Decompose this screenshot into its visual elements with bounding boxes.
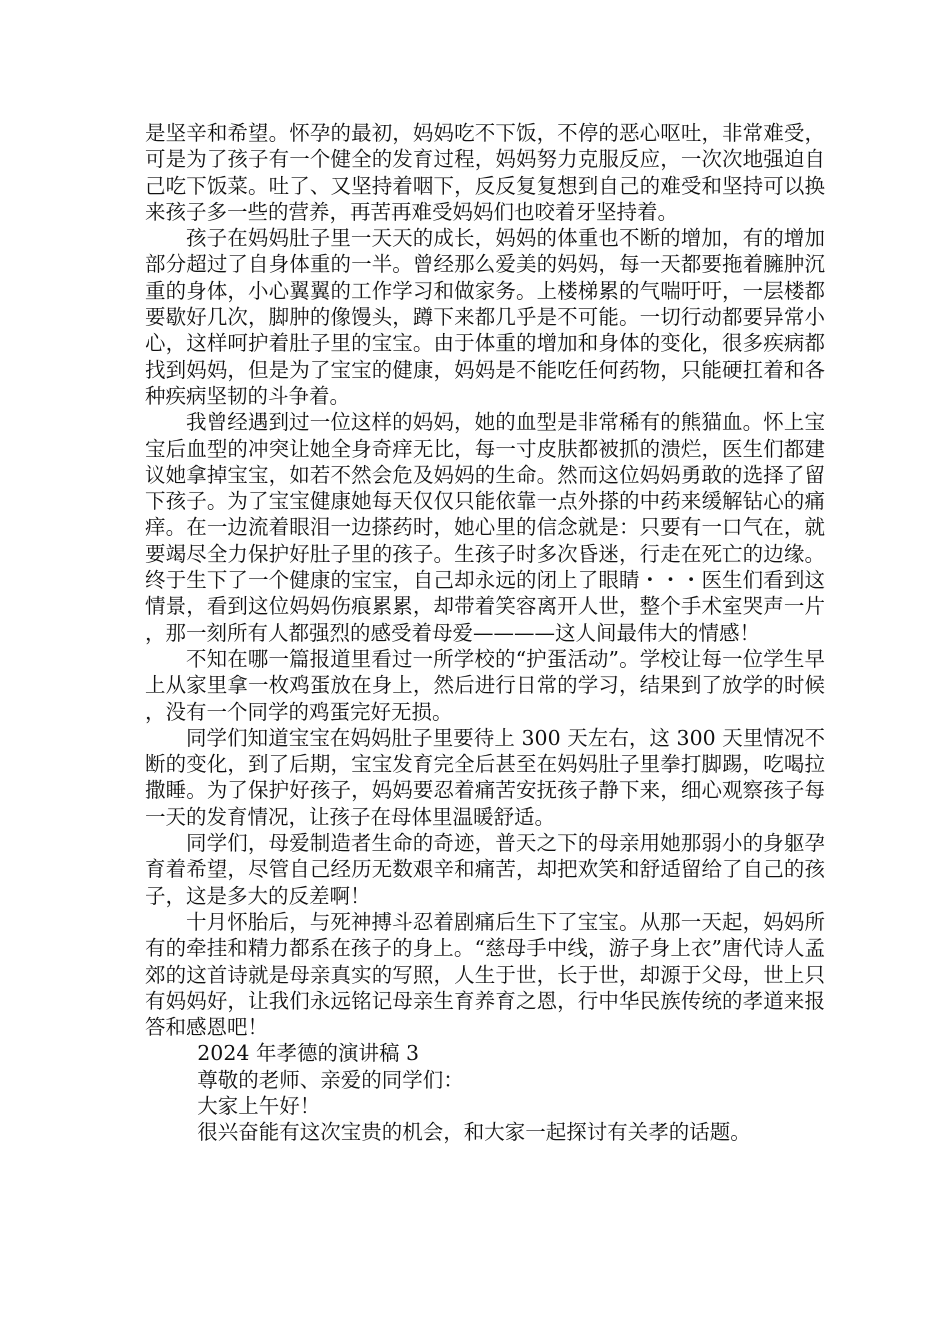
paragraph-4: 不知在哪一篇报道里看过一所学校的“护蛋活动”。学校让每一位学生早上从家里拿一枚鸡蛋放在身上，然后进行日常的学习，结果到了放学的时候，没有一个同学的鸡蛋完好无损。 — [145, 646, 825, 724]
salutation: 尊敬的老师、亲爱的同学们： — [197, 1067, 464, 1092]
paragraph-6: 同学们，母爱制造者生命的奇迹，普天之下的母亲用她那弱小的身躯孕育着希望，尽管自己经历无数艰辛和痛苦，却把欢笑和舒适留给了自己的孩子，这是多大的反差啊！ — [145, 831, 825, 908]
paragraph-1: 是坚辛和希望。怀孕的最初，妈妈吃不下饭，不停的恶心呕吐，非常难受，可是为了孩子有一个健全的发育过程，妈妈努力克服反应，一次次地强迫自己吃下饭菜。吐了、又坚持着咽下，反反复复想到自己的难受和坚持可以换来孩子多一些的营养，再苦再难受妈妈们也咬着牙坚持着。 — [145, 121, 825, 224]
paragraph-3: 我曾经遇到过一位这样的妈妈，她的血型是非常稀有的熊猫血。怀上宝宝后血型的冲突让她全身奇痒无比，每一寸皮肤都被抓的溃烂，医生们都建议她拿掉宝宝，如若不然会危及妈妈的生命。然而这位妈妈勇敢的选择了留下孩子。为了宝宝健康她每天仅仅只能依靠一点外搽的中药来缓解钻心的痛痒。在一边流着眼泪一边搽药时，她心里的信念就是：只要有一口气在，就要竭尽全力保护好肚子里的孩子。生孩子时多次昏迷，行走在死亡的边缘。终于生下了一个健康的宝宝，自己却永远的闭上了眼睛・・・医生们看到这情景，看到这位妈妈伤痕累累，却带着笑容离开人世，整个手术室哭声一片，那一刻所有人都强烈的感受着母爱————这人间最伟大的情感！ — [145, 410, 825, 645]
document-body — [145, 120, 825, 1146]
opening-line: 很兴奋能有这次宝贵的机会，和大家一起探讨有关孝的话题。 — [197, 1120, 751, 1145]
paragraph-2: 孩子在妈妈肚子里一天天的成长，妈妈的体重也不断的增加，有的增加部分超过了自身体重的一半。曾经那么爱美的妈妈，每一天都要拖着臃肿沉重的身体，小心翼翼的工作学习和做家务。上楼梯累的气喘吁吁，一层楼都要歇好几次，脚肿的像馒头，蹲下来都几乎是不可能。一切行动都要异常小心，这样呵护着肚子里的宝宝。由于体重的增加和身体的变化，很多疾病都找到妈妈，但是为了宝宝的健康，妈妈是不能吃任何药物，只能硬扛着和各种疾病坚韧的斗争着。 — [145, 226, 825, 408]
speech-heading: 2024 年孝德的演讲稿 3 — [197, 1041, 420, 1066]
greeting: 大家上午好！ — [197, 1093, 321, 1118]
paragraph-5: 同学们知道宝宝在妈妈肚子里要待上 300 天左右，这 300 天里情况不断的变化，到了后期，宝宝发育完全后甚至在妈妈肚子里拳打脚踢，吃喝拉撒睡。为了保护好孩子，妈妈要忍着痛苦安抚孩子静下来，细心观察孩子每一天的发育情况，让孩子在母体里温暖舒适。 — [145, 725, 825, 829]
paragraph-7: 十月怀胎后，与死神搏斗忍着剧痛后生下了宝宝。从那一天起，妈妈所有的牵挂和精力都系在孩子的身上。“慈母手中线，游子身上衣”唐代诗人孟郊的这首诗就是母亲真实的写照，人生于世，长于世，却源于父母，世上只有妈妈好，让我们永远铭记母亲生育养育之恩，行中华民族传统的孝道来报答和感恩吧！ — [145, 909, 825, 1040]
